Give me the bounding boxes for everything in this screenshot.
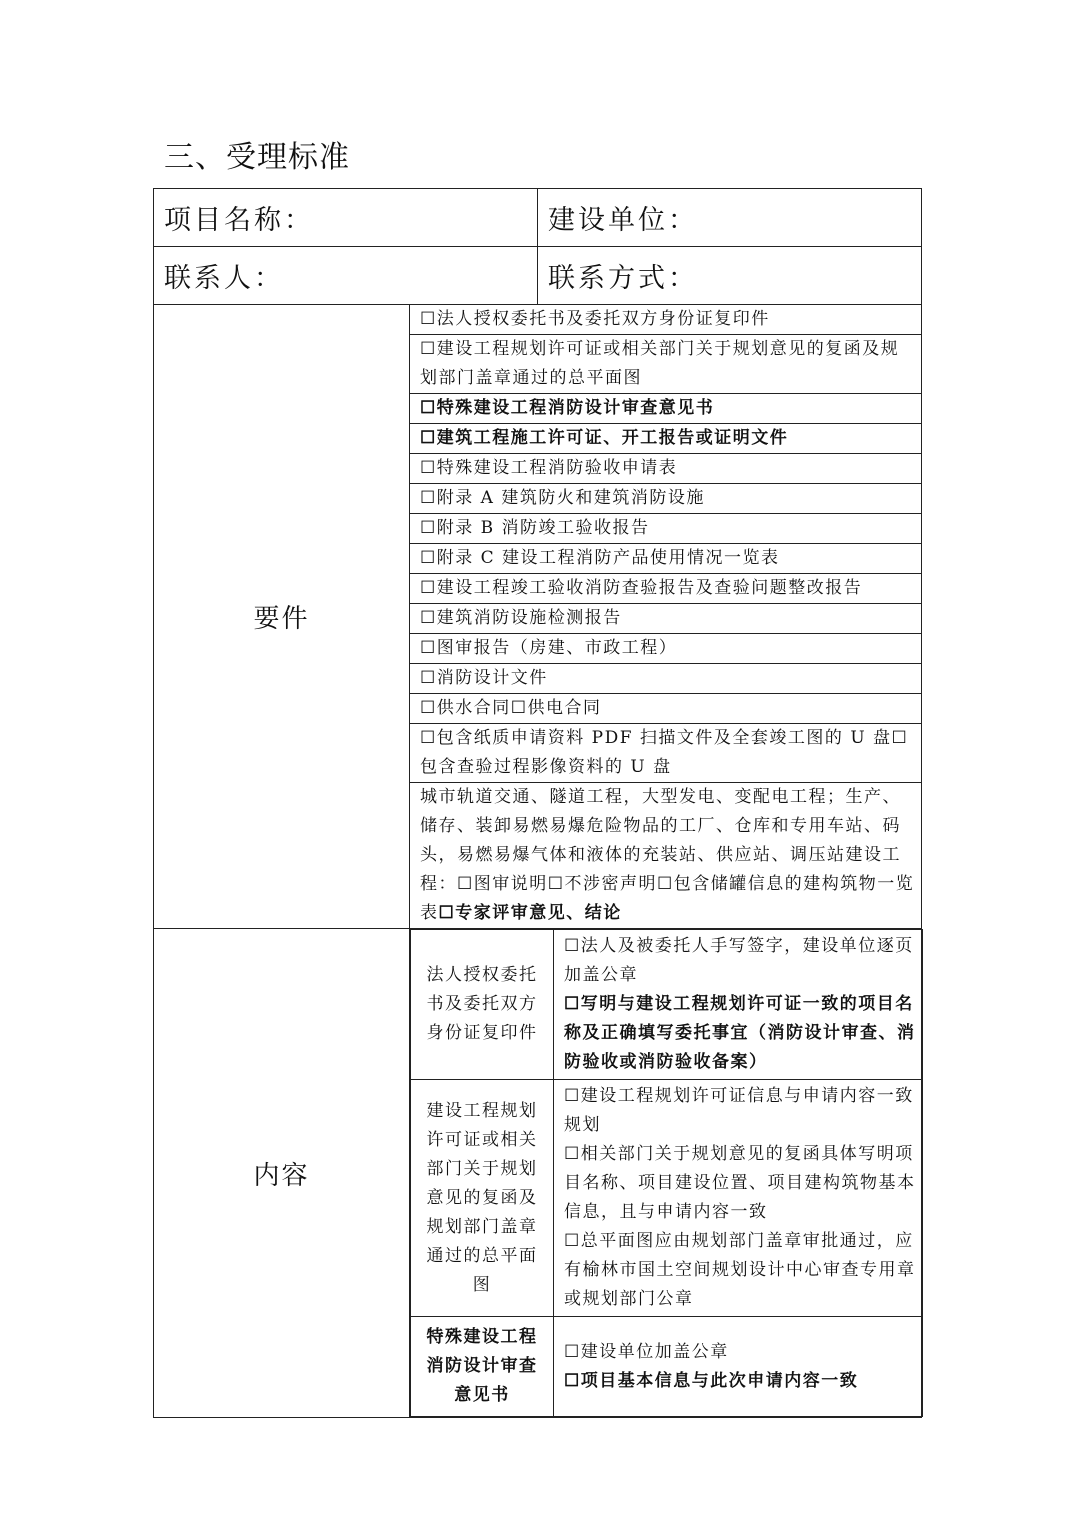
content-row-label: 建设工程规划许可证或相关部门关于规划意见的复函及规划部门盖章通过的总平面图 xyxy=(411,1080,554,1317)
project-name-cell: 项目名称： xyxy=(154,189,538,247)
content-item: ☐建设单位加盖公章 xyxy=(564,1341,729,1362)
content-item: ☐项目基本信息与此次申请内容一致 xyxy=(564,1370,859,1391)
special-projects-text: 城市轨道交通、隧道工程，大型发电、变配电工程；生产、储存、装卸易燃易爆危险物品的工厂、仓库和专用车站、码头，易燃易爆气体和液体的充装站、供应站、调压站建设工程：☐图审说明☐不涉密声明☐包含储罐信息的建构筑物一览表 xyxy=(420,787,915,923)
content-item: ☐建设工程规划许可证信息与申请内容一致规划 xyxy=(564,1086,914,1135)
content-item: ☐相关部门关于规划意见的复函具体写明项目名称、项目建设位置、项目建构筑物基本信息，且与申请内容一致 xyxy=(564,1144,916,1222)
content-section xyxy=(410,929,922,1418)
expert-review-item: ☐专家评审意见、结论 xyxy=(438,903,622,923)
contact-method-cell: 联系方式： xyxy=(538,247,922,305)
requirement-item: ☐供水合同☐供电合同 xyxy=(410,694,922,724)
acceptance-standard-table xyxy=(153,188,922,1418)
special-projects-cell xyxy=(410,783,922,929)
content-label: 内容 xyxy=(154,929,410,1418)
content-row-label: 特殊建设工程消防设计审查意见书 xyxy=(411,1317,554,1417)
requirement-item: ☐建设工程规划许可证或相关部门关于规划意见的复函及规划部门盖章通过的总平面图 xyxy=(410,335,922,394)
content-row-label: 法人授权委托书及委托双方身份证复印件 xyxy=(411,930,554,1080)
requirement-item: ☐建设工程竣工验收消防查验报告及查验问题整改报告 xyxy=(410,574,922,604)
requirement-item: ☐附录 B 消防竣工验收报告 xyxy=(410,514,922,544)
requirement-item: ☐建筑消防设施检测报告 xyxy=(410,604,922,634)
requirement-item: ☐图审报告（房建、市政工程） xyxy=(410,634,922,664)
content-item: ☐写明与建设工程规划许可证一致的项目名称及正确填写委托事宜（消防设计审查、消防验收或消防验收备案） xyxy=(564,994,916,1072)
content-item: ☐总平面图应由规划部门盖章审批通过，应有榆林市国土空间规划设计中心审查专用章或规划部门公章 xyxy=(564,1231,916,1309)
requirement-item: ☐建筑工程施工许可证、开工报告或证明文件 xyxy=(410,424,922,454)
page-title: 三、受理标准 xyxy=(164,140,350,175)
contact-person-cell: 联系人： xyxy=(154,247,538,305)
requirement-item: ☐附录 A 建筑防火和建筑消防设施 xyxy=(410,484,922,514)
content-row-items xyxy=(554,1080,923,1317)
requirement-item: ☐特殊建设工程消防设计审查意见书 xyxy=(410,394,922,424)
requirements-label: 要件 xyxy=(154,305,410,929)
construction-unit-cell: 建设单位： xyxy=(538,189,922,247)
requirement-item: ☐消防设计文件 xyxy=(410,664,922,694)
requirement-item: ☐包含纸质申请资料 PDF 扫描文件及全套竣工图的 U 盘☐包含查验过程影像资料的 U 盘 xyxy=(410,724,922,783)
requirement-item: ☐附录 C 建设工程消防产品使用情况一览表 xyxy=(410,544,922,574)
content-item: ☐法人及被委托人手写签字，建设单位逐页加盖公章 xyxy=(564,936,914,985)
content-row-items xyxy=(554,930,923,1080)
requirement-item: ☐特殊建设工程消防验收申请表 xyxy=(410,454,922,484)
content-row-items xyxy=(554,1317,923,1417)
content-subtable xyxy=(410,929,923,1417)
requirement-item: ☐法人授权委托书及委托双方身份证复印件 xyxy=(410,305,922,335)
